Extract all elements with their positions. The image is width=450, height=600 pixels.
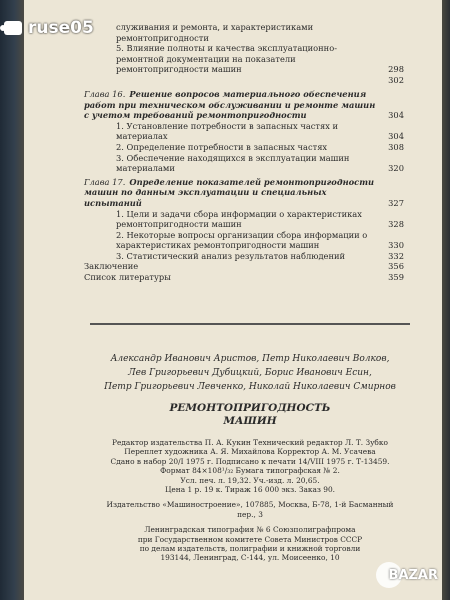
camera-icon <box>4 21 22 35</box>
toc-entry: 2. Определение потребности в запасных частях 308 <box>116 141 404 152</box>
toc-entry: 3. Обеспечение находящихся в эксплуатации машин материалами 320 <box>116 152 404 174</box>
toc-entry: 1. Цели и задачи сбора информации о характеристиках ремонтопригодности машин 328 <box>116 208 404 230</box>
watermark-text: ruse05 <box>28 18 94 38</box>
toc-entry: 3. Статистический анализ результатов наблюдений 332 <box>116 250 404 261</box>
publication-credits: Редактор издательства П. А. Кукин Технический редактор Л. Т. Зубко Переплет художника А. Я. Михайлова Корректор А. М. Усачева Сдано в набор 20/I 1975 г. Подписано к печати 14/VIII 1975 г. Т-13459. Формат 84×108¹/₃₂ Бумага типографская № 2. Усл. печ. л. 19,32. Уч.-изд. л. 20,65. Цена 1 р. 19 к. Тираж 16 000 экз. Заказ 90. Издательство «Машиностроение», 107885, Москва, Б-78, 1-й Басманный пер., 3 Ленинградская типография № 6 Союзполиграфпрома при Государственном комитете Совета Министров СССР по делам издательств, полиграфии и книжной торговли 193144, Ленинград, С-144, ул. Моисеенко, 10 <box>106 438 394 563</box>
imprint <box>94 352 406 563</box>
table-of-contents <box>84 22 404 283</box>
toc-entry: Список литературы 359 <box>84 272 404 283</box>
toc-entry: 302 <box>388 75 404 86</box>
toc-entry: 2. Некоторые вопросы организации сбора информации о характеристиках ремонтопригодности машин 330 <box>116 229 404 251</box>
corner-logo: BAZAR <box>378 562 438 590</box>
watermark <box>4 18 94 38</box>
book-title: РЕМОНТОПРИГОДНОСТЬ МАШИН <box>169 402 331 427</box>
toc-entry: служивания и ремонта, и характеристиками ремонтопригодности <box>116 22 314 43</box>
toc-entry: Заключение 356 <box>84 261 404 272</box>
toc-chapter: Глава 16. Решение вопросов материального обеспечения работ при техническом обслуживании и ремонте машин с учетом требований ремонтопригодности 304 <box>84 88 404 121</box>
book-cover-edge <box>442 0 450 600</box>
toc-entry: 5. Влияние полноты и качества эксплуатационно-ремонтной документации на показатели ремонтопригодности машин 298 <box>116 43 404 75</box>
divider <box>90 323 410 325</box>
book-binding-edge <box>0 0 24 600</box>
toc-entry: 1. Установление потребности в запасных частях и материалах 304 <box>116 120 404 142</box>
author-list: Александр Иванович Аристов, Петр Николаевич Волков, Лев Григорьевич Дубицкий, Борис Иванович Есин, Петр Григорьевич Левченко, Николай Николаевич Смирнов <box>104 354 396 392</box>
toc-chapter: Глава 17. Определение показателей ремонтопригодности машин по данным эксплуатации и специальных испытаний 327 <box>84 176 404 208</box>
